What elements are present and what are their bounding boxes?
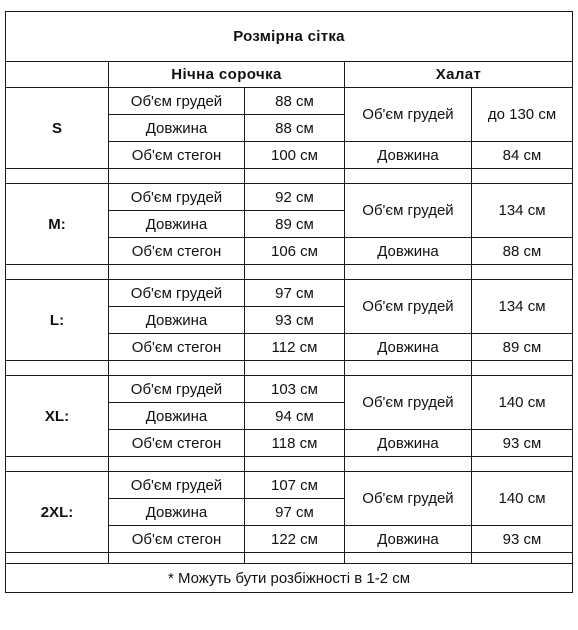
spacer-cell xyxy=(472,361,573,376)
footnote: * Можуть бути розбіжності в 1-2 см xyxy=(6,564,573,593)
page-title: Розмірна сітка xyxy=(6,12,573,62)
nightgown-measure-label: Об'єм стегон xyxy=(109,238,245,265)
robe-measure-label: Об'єм грудей xyxy=(345,184,472,238)
spacer-cell xyxy=(109,553,245,564)
nightgown-measure-value: 94 см xyxy=(245,403,345,430)
spacer-cell xyxy=(6,457,109,472)
spacer-cell xyxy=(472,553,573,564)
spacer-cell xyxy=(345,457,472,472)
spacer-cell xyxy=(345,553,472,564)
nightgown-measure-label: Об'єм грудей xyxy=(109,376,245,403)
spacer-cell xyxy=(109,265,245,280)
spacer-cell xyxy=(245,265,345,280)
spacer-cell xyxy=(345,265,472,280)
robe-measure-value: 140 см xyxy=(472,472,573,526)
nightgown-measure-label: Об'єм стегон xyxy=(109,142,245,169)
size-table xyxy=(5,11,573,593)
robe-measure-value: до 130 см xyxy=(472,88,573,142)
spacer-cell xyxy=(472,169,573,184)
nightgown-measure-label: Об'єм грудей xyxy=(109,184,245,211)
nightgown-measure-label: Об'єм грудей xyxy=(109,472,245,499)
nightgown-measure-label: Довжина xyxy=(109,115,245,142)
nightgown-measure-value: 89 см xyxy=(245,211,345,238)
spacer-cell xyxy=(245,169,345,184)
robe-measure-value: 93 см xyxy=(472,430,573,457)
spacer-cell xyxy=(472,457,573,472)
nightgown-measure-value: 112 см xyxy=(245,334,345,361)
nightgown-measure-value: 122 см xyxy=(245,526,345,553)
nightgown-measure-value: 103 см xyxy=(245,376,345,403)
robe-measure-label: Довжина xyxy=(345,238,472,265)
nightgown-measure-value: 107 см xyxy=(245,472,345,499)
header-empty-cell xyxy=(6,62,109,88)
nightgown-measure-label: Довжина xyxy=(109,499,245,526)
spacer-cell xyxy=(6,265,109,280)
spacer-cell xyxy=(109,361,245,376)
robe-measure-label: Об'єм грудей xyxy=(345,472,472,526)
nightgown-measure-label: Довжина xyxy=(109,403,245,430)
size-label: L: xyxy=(6,280,109,361)
robe-measure-label: Довжина xyxy=(345,334,472,361)
nightgown-measure-value: 106 см xyxy=(245,238,345,265)
nightgown-measure-value: 88 см xyxy=(245,115,345,142)
nightgown-measure-value: 93 см xyxy=(245,307,345,334)
robe-measure-label: Довжина xyxy=(345,142,472,169)
nightgown-measure-label: Довжина xyxy=(109,307,245,334)
robe-measure-label: Довжина xyxy=(345,430,472,457)
size-label: XL: xyxy=(6,376,109,457)
nightgown-measure-label: Об'єм грудей xyxy=(109,88,245,115)
nightgown-measure-value: 97 см xyxy=(245,280,345,307)
spacer-cell xyxy=(345,169,472,184)
nightgown-measure-value: 118 см xyxy=(245,430,345,457)
robe-measure-label: Об'єм грудей xyxy=(345,88,472,142)
robe-measure-label: Об'єм грудей xyxy=(345,280,472,334)
robe-measure-label: Об'єм грудей xyxy=(345,376,472,430)
nightgown-measure-label: Довжина xyxy=(109,211,245,238)
robe-measure-label: Довжина xyxy=(345,526,472,553)
size-chart xyxy=(5,11,572,619)
spacer-cell xyxy=(6,553,109,564)
header-robe: Халат xyxy=(345,62,573,88)
nightgown-measure-value: 88 см xyxy=(245,88,345,115)
spacer-cell xyxy=(245,457,345,472)
spacer-cell xyxy=(109,169,245,184)
robe-measure-value: 134 см xyxy=(472,184,573,238)
nightgown-measure-label: Об'єм стегон xyxy=(109,526,245,553)
robe-measure-value: 84 см xyxy=(472,142,573,169)
size-label: M: xyxy=(6,184,109,265)
header-nightgown: Нічна сорочка xyxy=(109,62,345,88)
robe-measure-value: 88 см xyxy=(472,238,573,265)
nightgown-measure-label: Об'єм грудей xyxy=(109,280,245,307)
robe-measure-value: 89 см xyxy=(472,334,573,361)
spacer-cell xyxy=(6,361,109,376)
spacer-cell xyxy=(245,361,345,376)
spacer-cell xyxy=(6,169,109,184)
spacer-cell xyxy=(245,553,345,564)
size-label: S xyxy=(6,88,109,169)
nightgown-measure-value: 92 см xyxy=(245,184,345,211)
nightgown-measure-value: 100 см xyxy=(245,142,345,169)
robe-measure-value: 93 см xyxy=(472,526,573,553)
spacer-cell xyxy=(472,265,573,280)
robe-measure-value: 140 см xyxy=(472,376,573,430)
nightgown-measure-label: Об'єм стегон xyxy=(109,430,245,457)
nightgown-measure-value: 97 см xyxy=(245,499,345,526)
spacer-cell xyxy=(109,457,245,472)
size-label: 2XL: xyxy=(6,472,109,553)
robe-measure-value: 134 см xyxy=(472,280,573,334)
nightgown-measure-label: Об'єм стегон xyxy=(109,334,245,361)
spacer-cell xyxy=(345,361,472,376)
